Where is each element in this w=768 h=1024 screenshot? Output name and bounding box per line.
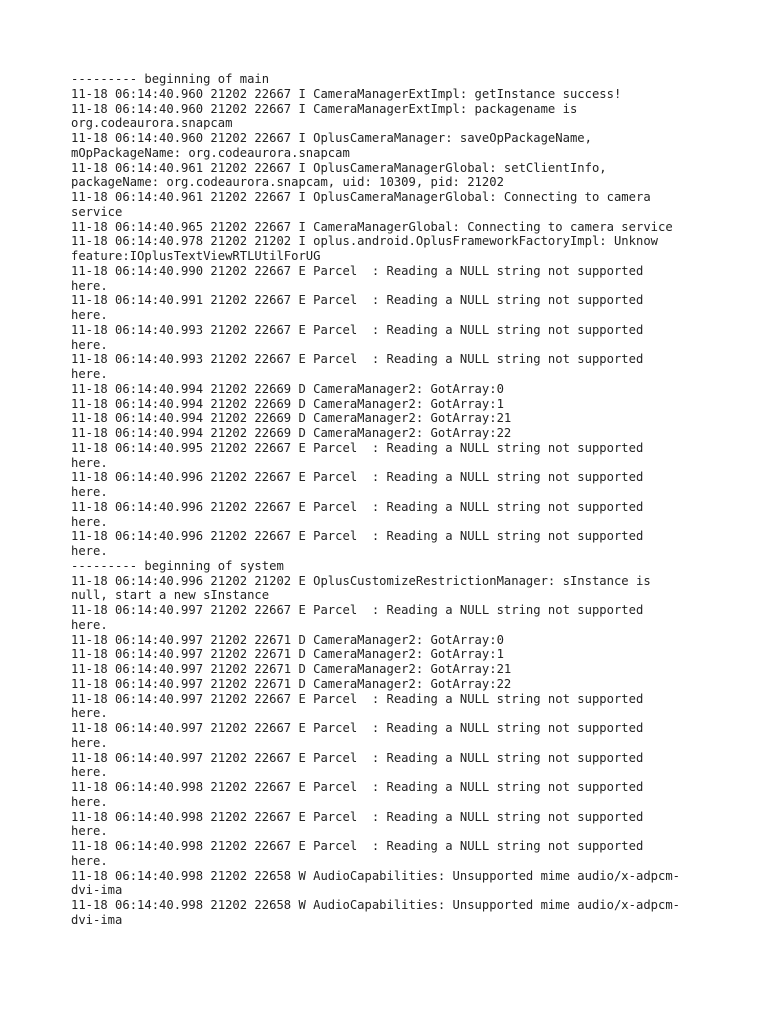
log-line: here. — [71, 824, 108, 839]
log-line: here. — [71, 485, 108, 499]
log-line: 11-18 06:14:40.965 21202 22667 I CameraManagerGlobal: Connecting to camera service — [71, 219, 673, 234]
log-line: 11-18 06:14:40.960 21202 22667 I OplusCameraManager: saveOpPackageName, — [71, 131, 592, 145]
log-section-separator: --------- beginning of system — [71, 558, 284, 573]
log-line: null, start a new sInstance — [71, 588, 270, 603]
log-line: 11-18 06:14:40.996 21202 22667 E Parcel : Reading a NULL string not supported — [71, 499, 644, 514]
log-line: 11-18 06:14:40.993 21202 22667 E Parcel : Reading a NULL string not supported — [71, 352, 644, 367]
log-line: here. — [71, 514, 108, 529]
log-line: 11-18 06:14:40.997 21202 22671 D CameraManager2: GotArray:1 — [71, 647, 504, 662]
log-line: org.codeaurora.snapcam — [71, 116, 233, 131]
log-line: dvi-ima — [71, 883, 123, 898]
log-line: service — [71, 204, 123, 219]
log-line: 11-18 06:14:40.960 21202 22667 I CameraManagerExtImpl: getInstance success! — [71, 86, 622, 101]
log-line: packageName: org.codeaurora.snapcam, uid: 10309, pid: 21202 — [71, 175, 504, 190]
log-line: here. — [71, 617, 108, 632]
log-line: 11-18 06:14:40.994 21202 22669 D CameraManager2: GotArray:1 — [71, 396, 504, 411]
log-line: 11-18 06:14:40.997 21202 22667 E Parcel : Reading a NULL string not supported — [71, 603, 644, 617]
log-line: 11-18 06:14:40.997 21202 22667 E Parcel : Reading a NULL string not supported — [71, 721, 644, 735]
log-line: here. — [71, 455, 108, 470]
log-line: 11-18 06:14:40.961 21202 22667 I OplusCameraManagerGlobal: setClientInfo, — [71, 160, 607, 175]
log-line: 11-18 06:14:40.994 21202 22669 D CameraManager2: GotArray:0 — [71, 381, 504, 396]
log-line: 11-18 06:14:40.997 21202 22667 E Parcel : Reading a NULL string not supported — [71, 691, 644, 706]
log-line: here. — [71, 794, 108, 809]
log-line: 11-18 06:14:40.996 21202 21202 E OplusCustomizeRestrictionManager: sInstance is — [71, 573, 651, 588]
log-line: 11-18 06:14:40.961 21202 22667 I OplusCameraManagerGlobal: Connecting to camera — [71, 190, 651, 204]
log-line: 11-18 06:14:40.998 21202 22667 E Parcel : Reading a NULL string not supported — [71, 780, 644, 794]
log-line: mOpPackageName: org.codeaurora.snapcam — [71, 145, 350, 160]
log-line: here. — [71, 278, 108, 293]
log-line: here. — [71, 765, 108, 780]
log-document — [71, 72, 711, 928]
log-line: here. — [71, 706, 108, 721]
log-line: 11-18 06:14:40.997 21202 22671 D CameraManager2: GotArray:21 — [71, 662, 512, 676]
log-line: 11-18 06:14:40.991 21202 22667 E Parcel : Reading a NULL string not supported — [71, 293, 644, 308]
log-line: dvi-ima — [71, 912, 123, 927]
log-line: 11-18 06:14:40.997 21202 22671 D CameraManager2: GotArray:0 — [71, 632, 504, 647]
log-line: here. — [71, 853, 108, 868]
log-line: 11-18 06:14:40.994 21202 22669 D CameraManager2: GotArray:22 — [71, 426, 512, 440]
log-line: here. — [71, 308, 108, 322]
log-line: 11-18 06:14:40.998 21202 22658 W AudioCapabilities: Unsupported mime audio/x-adpcm- — [71, 898, 681, 912]
log-line: here. — [71, 544, 108, 558]
log-line: 11-18 06:14:40.998 21202 22658 W AudioCapabilities: Unsupported mime audio/x-adpcm- — [71, 868, 681, 883]
log-line: here. — [71, 735, 108, 750]
log-line: 11-18 06:14:40.996 21202 22667 E Parcel : Reading a NULL string not supported — [71, 470, 644, 485]
log-line: 11-18 06:14:40.978 21202 21202 I oplus.android.OplusFrameworkFactoryImpl: Unknow — [71, 234, 658, 249]
log-line: 11-18 06:14:40.997 21202 22667 E Parcel : Reading a NULL string not supported — [71, 750, 644, 765]
log-line: 11-18 06:14:40.998 21202 22667 E Parcel : Reading a NULL string not supported — [71, 809, 644, 824]
log-line: 11-18 06:14:40.996 21202 22667 E Parcel : Reading a NULL string not supported — [71, 529, 644, 544]
log-line: 11-18 06:14:40.960 21202 22667 I CameraManagerExtImpl: packagename is — [71, 101, 578, 116]
log-line: here. — [71, 337, 108, 352]
log-line: 11-18 06:14:40.994 21202 22669 D CameraManager2: GotArray:21 — [71, 411, 512, 426]
log-line: 11-18 06:14:40.990 21202 22667 E Parcel : Reading a NULL string not supported — [71, 263, 644, 278]
log-line: here. — [71, 367, 108, 381]
log-line: 11-18 06:14:40.998 21202 22667 E Parcel : Reading a NULL string not supported — [71, 839, 644, 853]
log-line: 11-18 06:14:40.997 21202 22671 D CameraManager2: GotArray:22 — [71, 676, 512, 691]
log-line: 11-18 06:14:40.995 21202 22667 E Parcel : Reading a NULL string not supported — [71, 440, 644, 455]
log-section-separator: --------- beginning of main — [71, 72, 270, 86]
log-line: feature:IOplusTextViewRTLUtilForUG — [71, 249, 321, 263]
log-line: 11-18 06:14:40.993 21202 22667 E Parcel : Reading a NULL string not supported — [71, 322, 644, 337]
